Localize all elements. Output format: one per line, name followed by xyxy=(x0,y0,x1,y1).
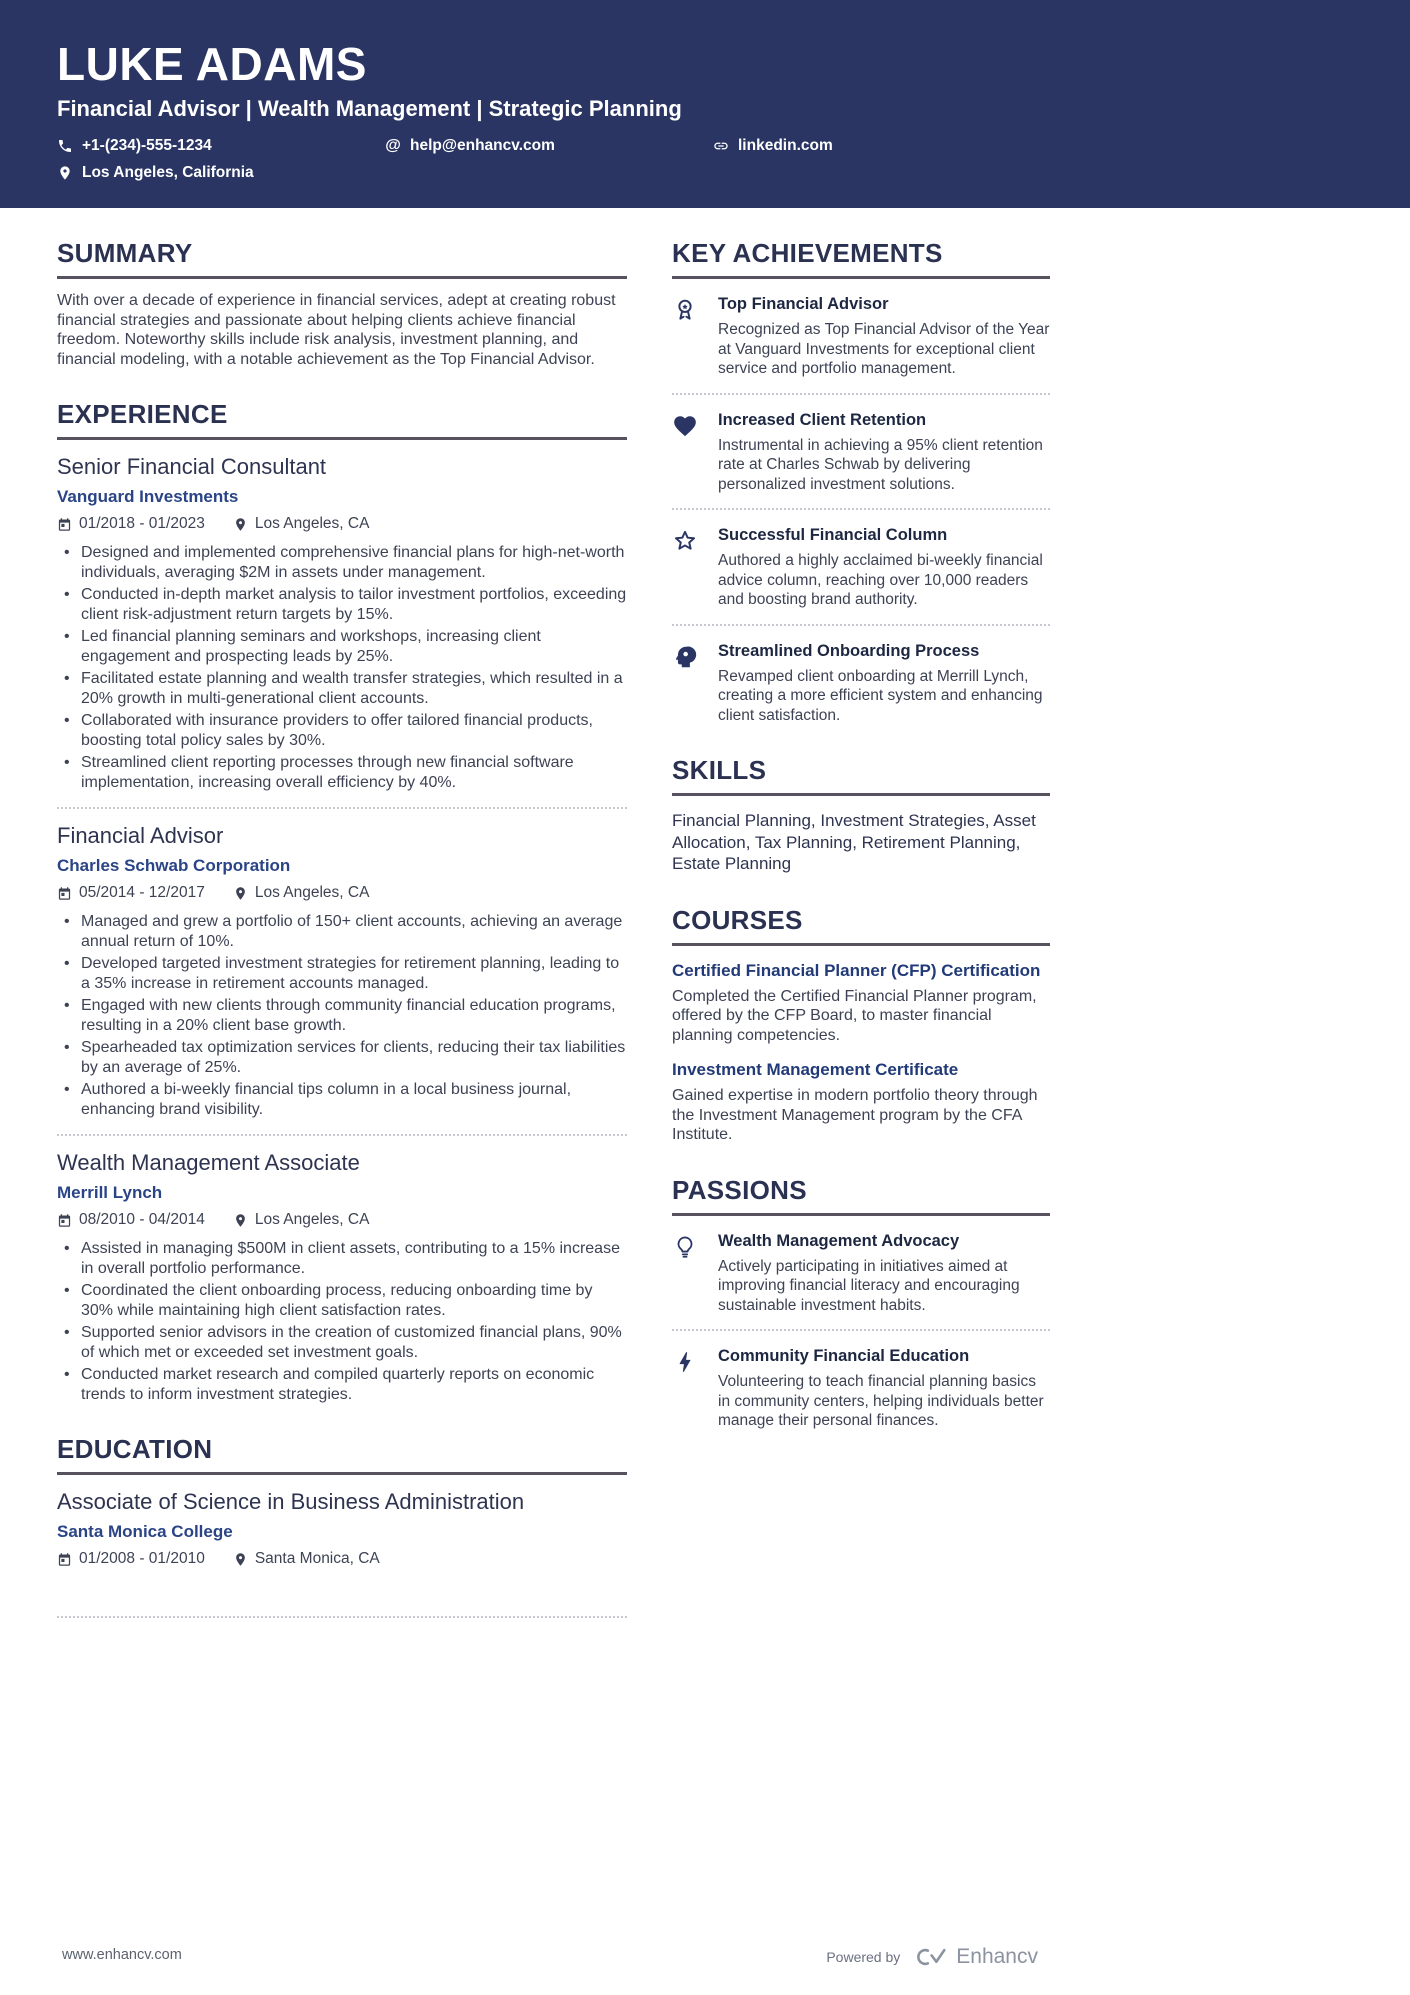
person-headline: Financial Advisor | Wealth Management | Strategic Planning xyxy=(57,96,682,122)
enhancv-site-link[interactable]: www.enhancv.com xyxy=(62,1947,182,1963)
experience-heading: EXPERIENCE xyxy=(57,399,627,440)
courses-heading: COURSES xyxy=(672,905,1050,946)
passion-text: Volunteering to teach financial planning basics in community centers, helping individuals better manage their personal finances. xyxy=(718,1373,1044,1430)
bullet: • Collaborated with insurance providers to offer tailored financial products, boosting total policy sales by 30%. xyxy=(57,711,627,750)
achievement-title: Streamlined Onboarding Process xyxy=(718,641,980,660)
phone-number: +1-(234)-555-1234 xyxy=(82,137,212,155)
achievement-item xyxy=(672,642,1050,726)
separator xyxy=(57,807,627,809)
achievement-item xyxy=(672,411,1050,495)
education-dates xyxy=(57,1550,205,1568)
onboarding-head-icon xyxy=(672,644,698,670)
powered-by-label: Powered by xyxy=(826,1949,901,1965)
bolt-icon xyxy=(672,1349,698,1375)
bullet: • Conducted market research and compiled quarterly reports on economic trends to inform investment strategies. xyxy=(57,1365,627,1404)
location-pin-icon xyxy=(233,886,248,901)
link-icon xyxy=(713,138,729,154)
star-icon xyxy=(672,528,698,554)
enhancv-brand-name: Enhancv xyxy=(956,1945,1038,1968)
achievement-item xyxy=(672,295,1050,379)
summary-text: With over a decade of experience in financial services, adept at creating robust financial strategies and passionate about helping clients achieve financial freedom. Noteworthy skills include risk analysis, investment planning, and financial modeling, with a notable achievement as the Top Financial Advisor. xyxy=(57,292,616,368)
calendar-icon xyxy=(57,1552,72,1567)
job-location xyxy=(233,884,370,902)
bullet: • Conducted in-depth market analysis to tailor investment portfolios, exceeding client risk-adjustment return targets by 15%. xyxy=(57,585,627,624)
skills-heading: SKILLS xyxy=(672,755,1050,796)
location-item xyxy=(57,164,254,182)
bullet: • Supported senior advisors in the creation of customized financial plans, 90% of which met or exceeded set investment goals. xyxy=(57,1323,627,1362)
calendar-icon xyxy=(57,517,72,532)
passions-heading: PASSIONS xyxy=(672,1175,1050,1216)
company-name: Merrill Lynch xyxy=(57,1183,163,1203)
location-row xyxy=(57,164,1042,182)
linkedin-url: linkedin.com xyxy=(738,137,833,155)
separator xyxy=(57,1616,627,1618)
separator xyxy=(672,393,1050,395)
job-location-text: Los Angeles, CA xyxy=(254,884,370,902)
bullet: • Coordinated the client onboarding process, reducing onboarding time by 30% while maintaining high client satisfaction rates. xyxy=(57,1281,627,1320)
bullet: • Authored a bi-weekly financial tips column in a local business journal, enhancing brand visibility. xyxy=(57,1080,627,1119)
job-location-text: Los Angeles, CA xyxy=(254,515,370,533)
bullet: • Designed and implemented comprehensive financial plans for high-net-worth individuals, averaging $2M in assets under management. xyxy=(57,543,627,582)
job-dates xyxy=(57,884,205,902)
separator xyxy=(57,1134,627,1136)
education-dates-text: 01/2008 - 01/2010 xyxy=(79,1550,205,1568)
passion-item xyxy=(672,1232,1050,1316)
education-heading: EDUCATION xyxy=(57,1434,627,1475)
achievement-text: Instrumental in achieving a 95% client retention rate at Charles Schwab by delivering personalized investment solutions. xyxy=(718,436,1043,493)
body xyxy=(0,208,1410,1630)
left-column xyxy=(57,208,627,1630)
bullet: • Streamlined client reporting processes through new financial software implementation, increasing overall efficiency by 40%. xyxy=(57,753,627,792)
bullet: • Managed and grew a portfolio of 150+ client accounts, achieving an average annual return of 10%. xyxy=(57,912,627,951)
separator xyxy=(672,624,1050,626)
right-column xyxy=(672,208,1050,1630)
bullet: • Developed targeted investment strategies for retirement planning, leading to a 35% increase in retirement accounts managed. xyxy=(57,954,627,993)
location-pin-icon xyxy=(233,517,248,532)
email-address: help@enhancv.com xyxy=(410,137,555,155)
bullet: • Engaged with new clients through community financial education programs, resulting in a 20% client base growth. xyxy=(57,996,627,1035)
person-name: LUKE ADAMS xyxy=(57,38,367,90)
lightbulb-icon xyxy=(672,1234,698,1260)
education-location-text: Santa Monica, CA xyxy=(254,1550,380,1568)
achievement-text: Authored a highly acclaimed bi-weekly financial advice column, reaching over 10,000 readers and boosting brand authority. xyxy=(718,552,1043,609)
separator xyxy=(672,508,1050,510)
school-name: Santa Monica College xyxy=(57,1522,233,1542)
job-meta xyxy=(57,515,627,533)
achievement-title: Top Financial Advisor xyxy=(718,295,889,314)
job-title: Senior Financial Consultant xyxy=(57,454,327,480)
linkedin-link[interactable] xyxy=(713,137,833,155)
experience-entry xyxy=(57,1150,627,1404)
calendar-icon xyxy=(57,886,72,901)
achievement-text: Revamped client onboarding at Merrill Lynch, creating a more efficient system and enhancing client satisfaction. xyxy=(718,667,1043,724)
skills-list: Financial Planning, Investment Strategies, Asset Allocation, Tax Planning, Retirement Planning, Estate Planning xyxy=(672,811,1036,874)
job-location xyxy=(233,515,370,533)
medal-icon xyxy=(672,297,698,323)
passion-title: Wealth Management Advocacy xyxy=(718,1231,960,1250)
location-pin-icon xyxy=(57,165,73,181)
phone-icon xyxy=(57,138,73,154)
course-item xyxy=(672,961,1050,1046)
job-bullets xyxy=(57,912,627,1119)
job-location-text: Los Angeles, CA xyxy=(254,1211,370,1229)
achievement-title: Successful Financial Column xyxy=(718,526,948,545)
header xyxy=(0,0,1410,208)
job-location xyxy=(233,1211,370,1229)
phone-link[interactable] xyxy=(57,137,385,155)
enhancv-brand-link[interactable] xyxy=(912,1945,1038,1969)
location-pin-icon xyxy=(233,1552,248,1567)
enhancv-logo-icon xyxy=(912,1946,948,1968)
company-name: Charles Schwab Corporation xyxy=(57,856,291,876)
degree-title: Associate of Science in Business Administration xyxy=(57,1489,525,1515)
contact-row xyxy=(57,137,1042,155)
achievement-text: Recognized as Top Financial Advisor of the Year at Vanguard Investments for exceptional client service and portfolio management. xyxy=(718,321,1050,378)
experience-entry xyxy=(57,823,627,1119)
location-pin-icon xyxy=(233,1213,248,1228)
passion-title: Community Financial Education xyxy=(718,1347,970,1366)
experience-entry xyxy=(57,454,627,792)
job-bullets xyxy=(57,1239,627,1404)
bullet: • Facilitated estate planning and wealth transfer strategies, which resulted in a 20% growth in multi-generational client accounts. xyxy=(57,669,627,708)
at-icon: @ xyxy=(385,137,401,155)
passion-item xyxy=(672,1347,1050,1431)
company-name: Vanguard Investments xyxy=(57,487,239,507)
course-item xyxy=(672,1060,1050,1145)
calendar-icon xyxy=(57,1213,72,1228)
job-dates xyxy=(57,515,205,533)
course-title: Certified Financial Planner (CFP) Certification xyxy=(672,960,1041,980)
bullet: • Spearheaded tax optimization services for clients, reducing their tax liabilities by an average of 25%. xyxy=(57,1038,627,1077)
job-title: Financial Advisor xyxy=(57,823,224,849)
job-meta xyxy=(57,1211,627,1229)
summary-heading: SUMMARY xyxy=(57,238,627,279)
heart-icon xyxy=(672,413,698,439)
job-meta xyxy=(57,884,627,902)
bullet: • Led financial planning seminars and workshops, increasing client engagement and prospecting leads by 25%. xyxy=(57,627,627,666)
footer-branding xyxy=(826,1945,1038,1969)
achievement-item xyxy=(672,526,1050,610)
job-dates xyxy=(57,1211,205,1229)
email-link[interactable] xyxy=(385,137,713,155)
location-text: Los Angeles, California xyxy=(82,164,254,182)
achievement-title: Increased Client Retention xyxy=(718,410,927,429)
job-bullets xyxy=(57,543,627,792)
achievements-heading: KEY ACHIEVEMENTS xyxy=(672,238,1050,279)
bullet: • Assisted in managing $500M in client assets, contributing to a 15% increase in overall portfolio performance. xyxy=(57,1239,627,1278)
course-text: Completed the Certified Financial Planner program, offered by the CFP Board, to master financial planning competencies. xyxy=(672,987,1037,1044)
course-title: Investment Management Certificate xyxy=(672,1060,959,1080)
separator xyxy=(672,1329,1050,1331)
job-title: Wealth Management Associate xyxy=(57,1150,360,1176)
job-dates-text: 01/2018 - 01/2023 xyxy=(79,515,205,533)
education-location xyxy=(233,1550,380,1568)
job-dates-text: 08/2010 - 04/2014 xyxy=(79,1211,205,1229)
passion-text: Actively participating in initiatives aimed at improving financial literacy and encouraging sustainable investment habits. xyxy=(718,1257,1020,1314)
course-text: Gained expertise in modern portfolio theory through the Investment Management program by the CFA Institute. xyxy=(672,1087,1038,1144)
job-dates-text: 05/2014 - 12/2017 xyxy=(79,884,205,902)
education-meta xyxy=(57,1550,627,1568)
